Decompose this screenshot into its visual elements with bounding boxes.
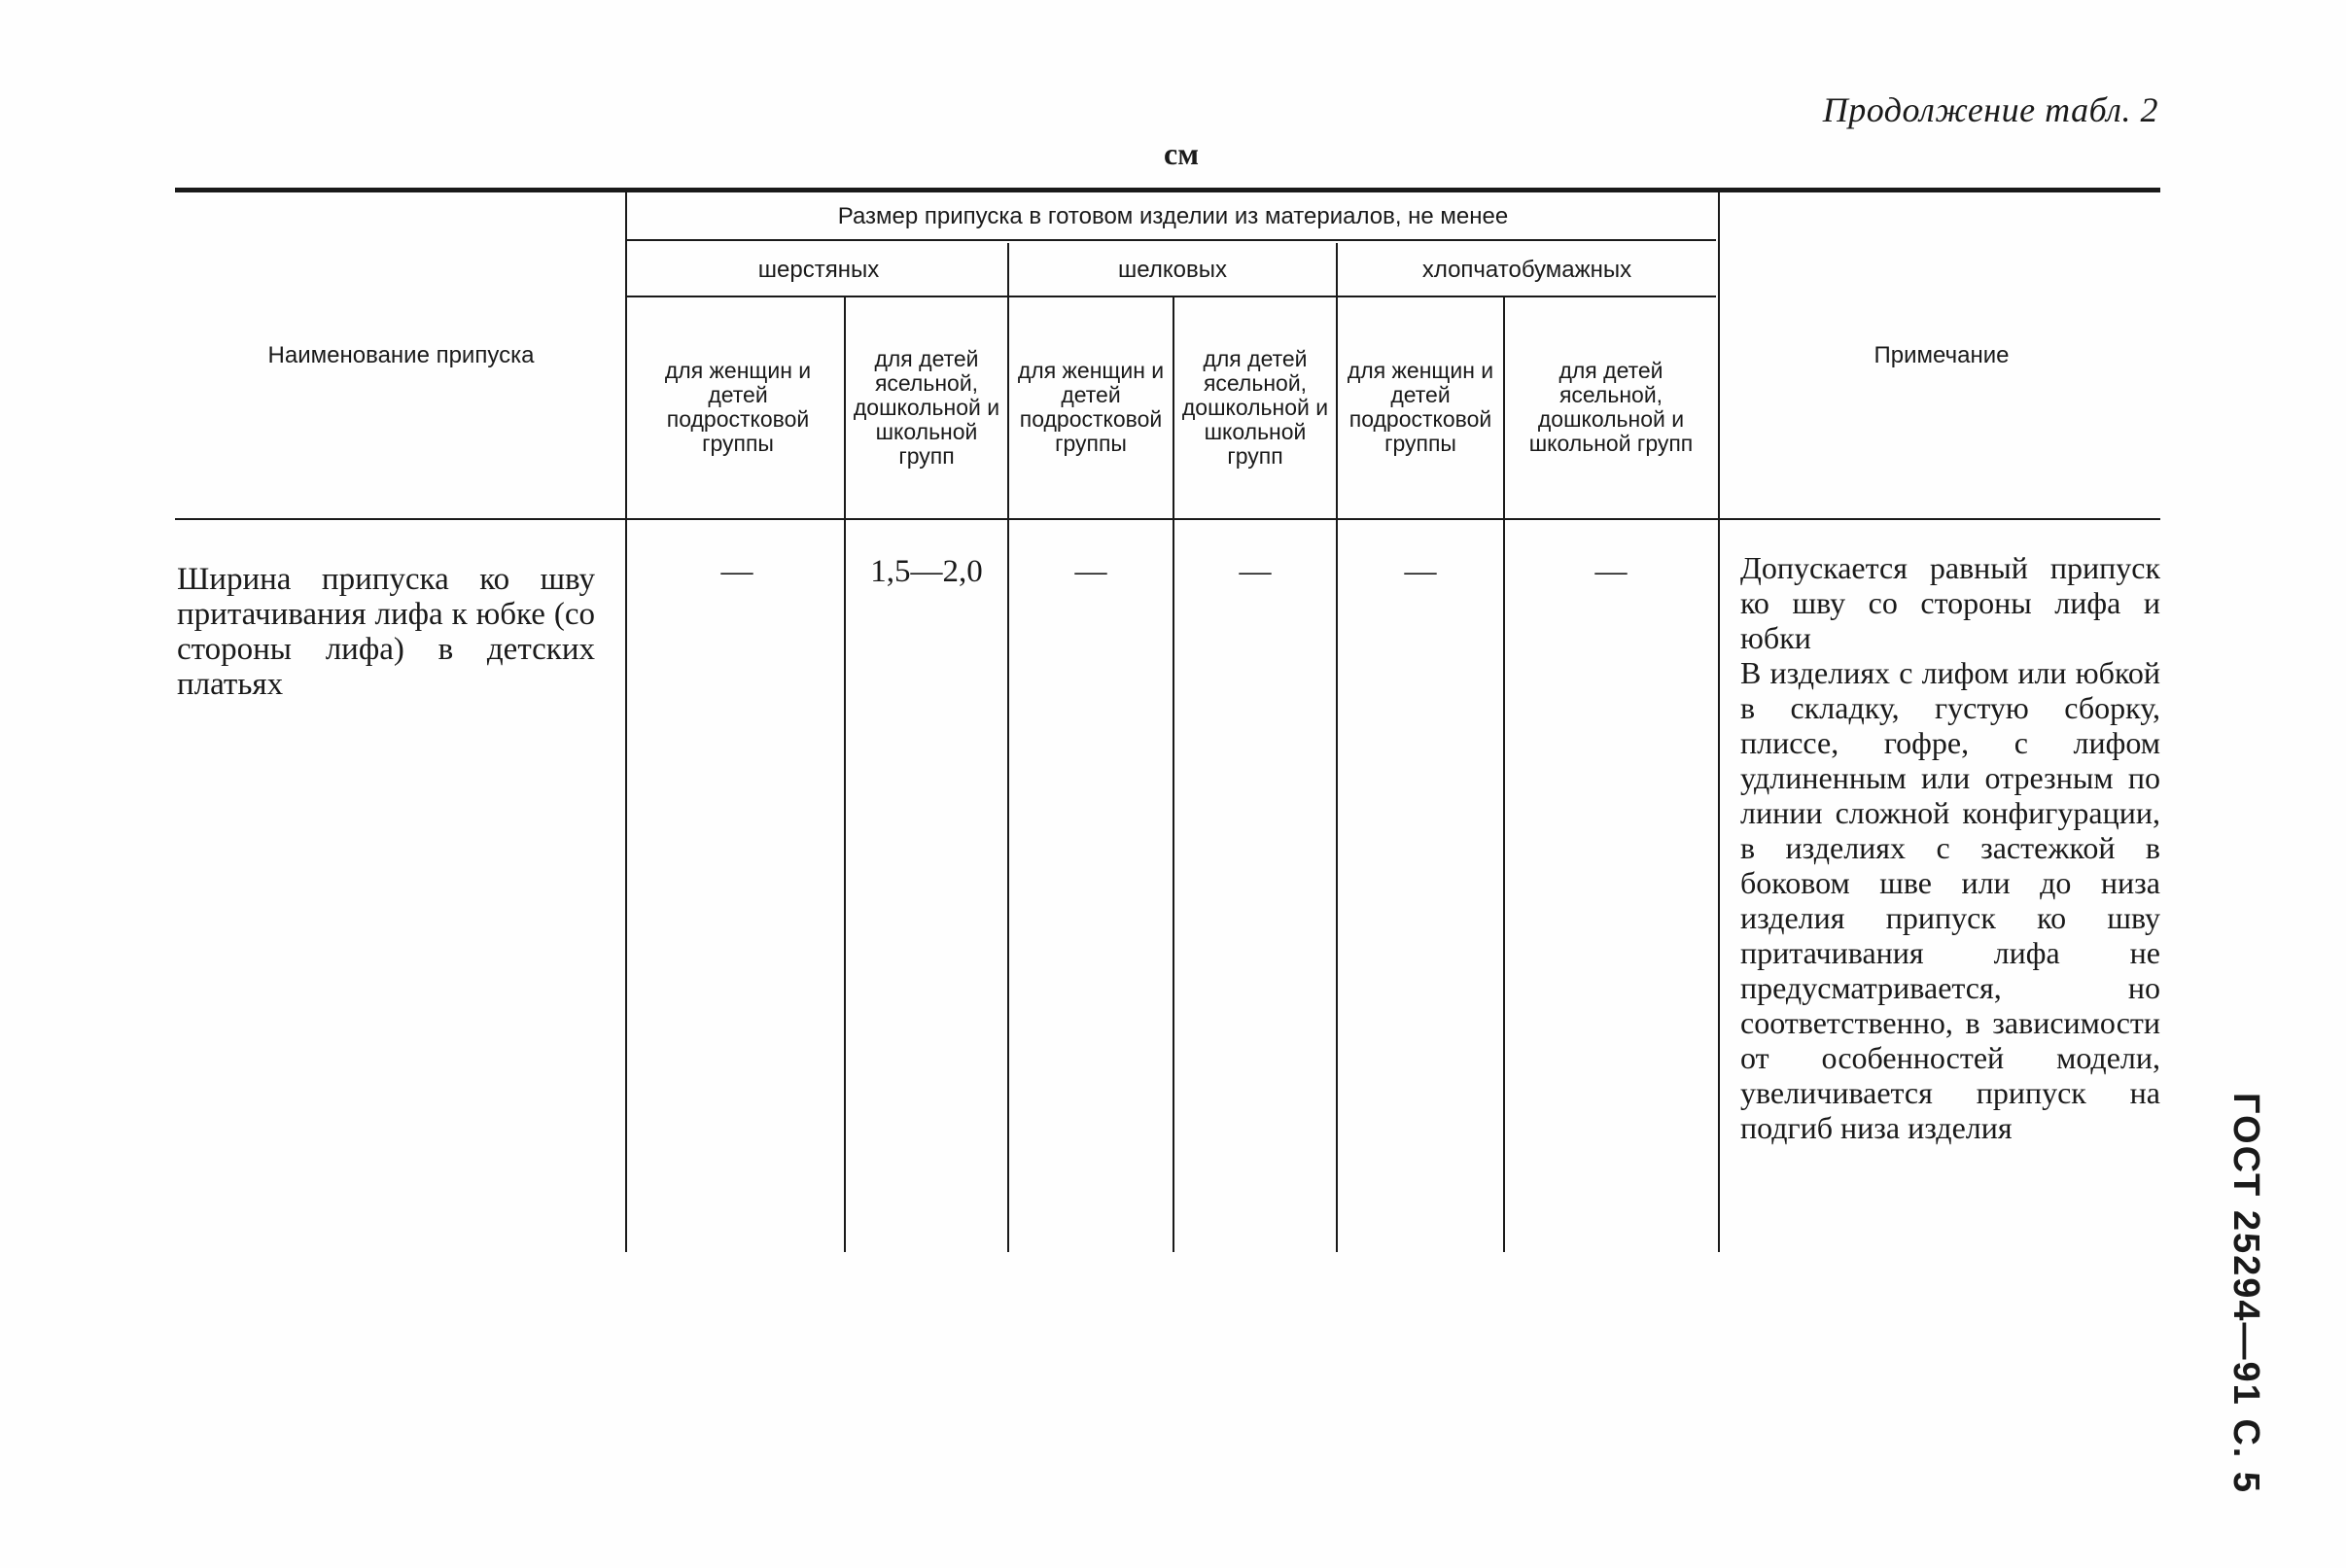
header-size-group: Размер припуска в готовом изделии из материалов, не менее — [837, 202, 1509, 229]
col-divider-2 — [1007, 243, 1009, 1252]
subheader-cotton-children: для детей ясельной, дошкольной и школьной групп — [1528, 358, 1694, 456]
header-material-silk: шелковых — [1118, 256, 1227, 283]
row-name: Ширина припуска ко шву притачивания лифа к юбке (со стороны лифа) в детских платьях — [177, 562, 595, 702]
subheader-wool-women: для женщин и детей подростковой группы — [664, 358, 812, 456]
header-name: Наименование припуска — [267, 342, 535, 368]
col-divider-note — [1718, 192, 1720, 1252]
col-divider-1 — [844, 297, 846, 1252]
row-value-wool-children: 1,5—2,0 — [870, 554, 983, 589]
side-label: ГОСТ 25294—91 С. 5 — [2225, 1092, 2267, 1494]
row-value-silk-women: — — [1074, 554, 1107, 589]
col-divider-3 — [1173, 297, 1174, 1252]
row-note-paragraph-2: В изделиях с лифом или юбкой в складку, густую сборку, плиссе, гофре, с лифом удлиненным или отрезным по линии сложной конфигурации, в изделиях с застежкой в боковом шве или до низа изделия припуск ко шву притачивания лифа не предусматривается, но соответственно, в зависимости от особенностей модели, увеличивается припуск на подгиб низа изделия — [1740, 655, 2160, 1145]
size-group-underline — [627, 239, 1716, 241]
row-value-wool-women: — — [720, 554, 753, 589]
row-value-silk-children: — — [1239, 554, 1272, 589]
row-note — [1740, 550, 2160, 1145]
subheader-silk-women: для женщин и детей подростковой группы — [1017, 358, 1165, 456]
subheader-wool-children: для детей ясельной, дошкольной и школьной групп — [853, 345, 1000, 469]
row-value-cotton-women: — — [1404, 554, 1437, 589]
col-divider-5 — [1503, 297, 1505, 1252]
material-underline — [627, 296, 1716, 297]
col-divider-4 — [1336, 243, 1338, 1252]
header-material-cotton: хлопчатобумажных — [1421, 256, 1632, 283]
subheader-silk-children: для детей ясельной, дошкольной и школьной групп — [1181, 345, 1329, 469]
subheader-cotton-women: для женщин и детей подростковой группы — [1347, 358, 1494, 456]
row-value-cotton-children: — — [1594, 554, 1628, 589]
header-bottom-rule — [175, 518, 2160, 520]
unit-label: см — [1164, 136, 1199, 171]
side-label-wrap — [2188, 1089, 2304, 1497]
header-material-wool: шерстяных — [757, 256, 880, 283]
row-note-paragraph-1: Допускается равный припуск ко шву со стороны лифа и юбки — [1740, 550, 2160, 655]
continuation-label: Продолжение табл. 2 — [1822, 90, 2158, 129]
header-note: Примечание — [1873, 342, 2010, 368]
col-divider-name — [625, 192, 627, 1252]
